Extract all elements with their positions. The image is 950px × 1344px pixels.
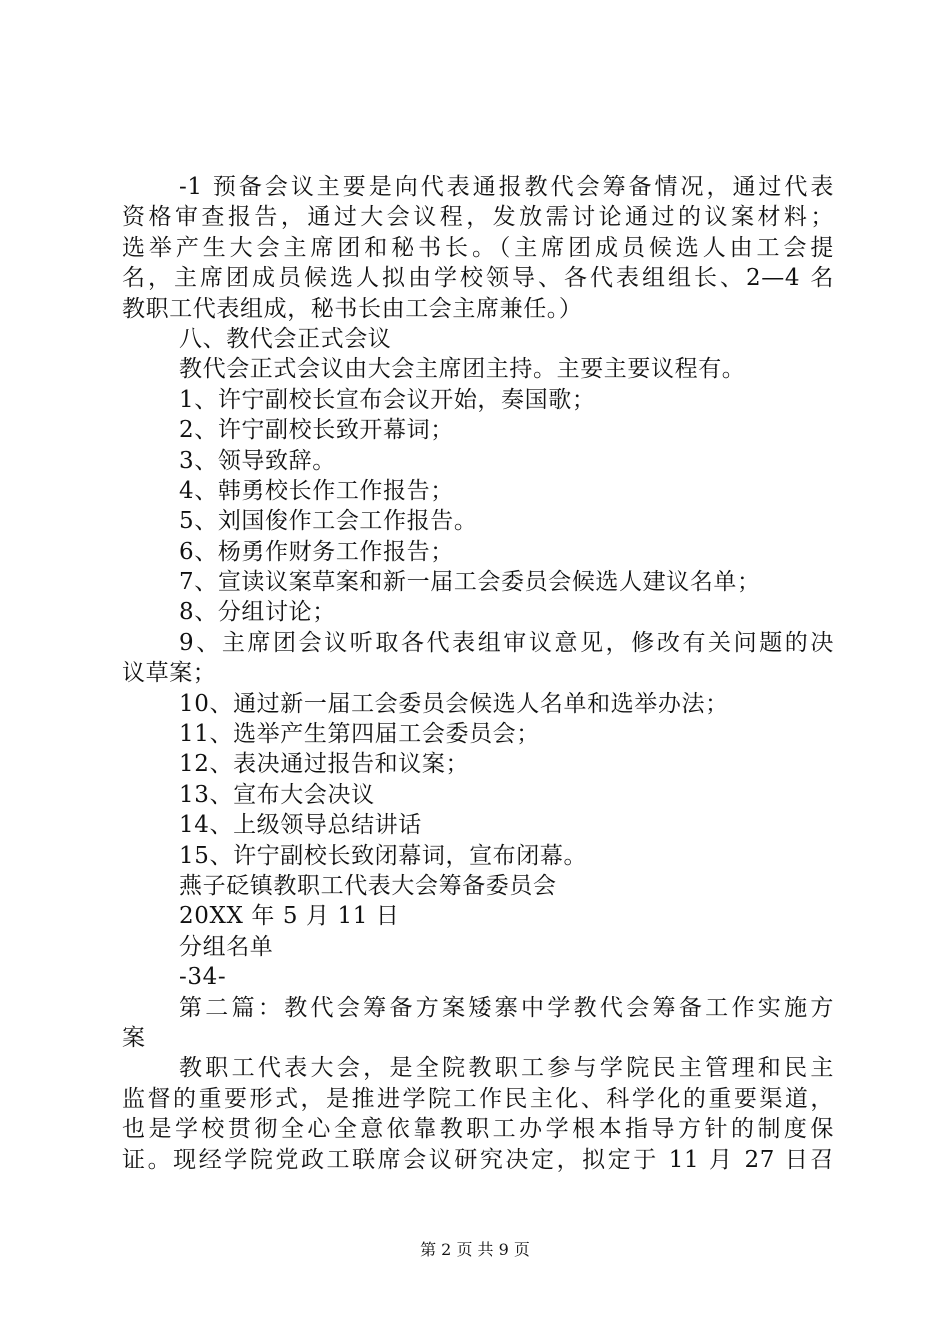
- text-line: 11、选举产生第四届工会委员会；: [179, 721, 540, 748]
- text-line: 10、通过新一届工会委员会候选人名单和选举办法；: [179, 690, 729, 717]
- text-line: 教职工代表组成，秘书长由工会主席兼任。）: [122, 295, 583, 322]
- text-line: 15、许宁副校长致闭幕词，宣布闭幕。: [179, 842, 588, 869]
- text-line: 名，主席团成员候选人拟由学校领导、各代表组组长、2—4 名: [122, 265, 834, 292]
- text-line: 八、教代会正式会议: [179, 325, 392, 352]
- text-line: 5、刘国俊作工会工作报告。: [179, 508, 478, 535]
- document-body: [122, 172, 834, 1175]
- text-line: 资格审查报告，通过大会议程，发放需讨论通过的议案材料；: [122, 204, 834, 231]
- text-line: 3、领导致辞。: [179, 447, 336, 474]
- text-line: -1 预备会议主要是向代表通报教代会筹备情况，通过代表: [179, 174, 834, 200]
- page-footer: 第 2 页 共 9 页: [420, 1240, 530, 1259]
- text-line: 20XX 年 5 月 11 日: [179, 903, 400, 930]
- text-line: 教代会正式会议由大会主席团主持。主要主要议程有。: [179, 356, 746, 383]
- text-line: 案: [122, 1024, 146, 1051]
- text-line: 证。现经学院党政工联席会议研究决定，拟定于 11 月 27 日召: [122, 1146, 834, 1173]
- text-line: 14、上级领导总结讲话: [179, 812, 422, 839]
- text-line: 12、表决通过报告和议案；: [179, 751, 470, 778]
- text-line: 燕子砭镇教职工代表大会筹备委员会: [179, 872, 557, 899]
- text-line: 9、主席团会议听取各代表组审议意见，修改有关问题的决: [179, 629, 834, 656]
- text-line: 8、分组讨论；: [179, 599, 336, 626]
- text-line: 1、许宁副校长宣布会议开始，奏国歌；: [179, 386, 596, 413]
- text-line: 议草案；: [122, 660, 217, 687]
- text-line: 7、宣读议案草案和新一届工会委员会候选人建议名单；: [179, 569, 761, 596]
- text-line: 2、许宁副校长致开幕词；: [179, 417, 454, 444]
- text-line: 也是学校贯彻全心全意依靠教职工办学根本指导方针的制度保: [122, 1116, 834, 1143]
- text-line: 分组名单: [179, 933, 274, 960]
- text-line: 6、杨勇作财务工作报告；: [179, 538, 454, 565]
- text-line: 4、韩勇校长作工作报告；: [179, 477, 454, 504]
- text-line: 教职工代表大会，是全院教职工参与学院民主管理和民主: [179, 1055, 834, 1082]
- text-line: 13、宣布大会决议: [179, 781, 375, 808]
- text-line: 监督的重要形式，是推进学院工作民主化、科学化的重要渠道，: [122, 1085, 834, 1112]
- text-line: 第二篇：教代会筹备方案矮寨中学教代会筹备工作实施方: [179, 994, 834, 1021]
- text-line: 选举产生大会主席团和秘书长。（主席团成员候选人由工会提: [122, 234, 834, 261]
- text-line: -34-: [179, 964, 227, 991]
